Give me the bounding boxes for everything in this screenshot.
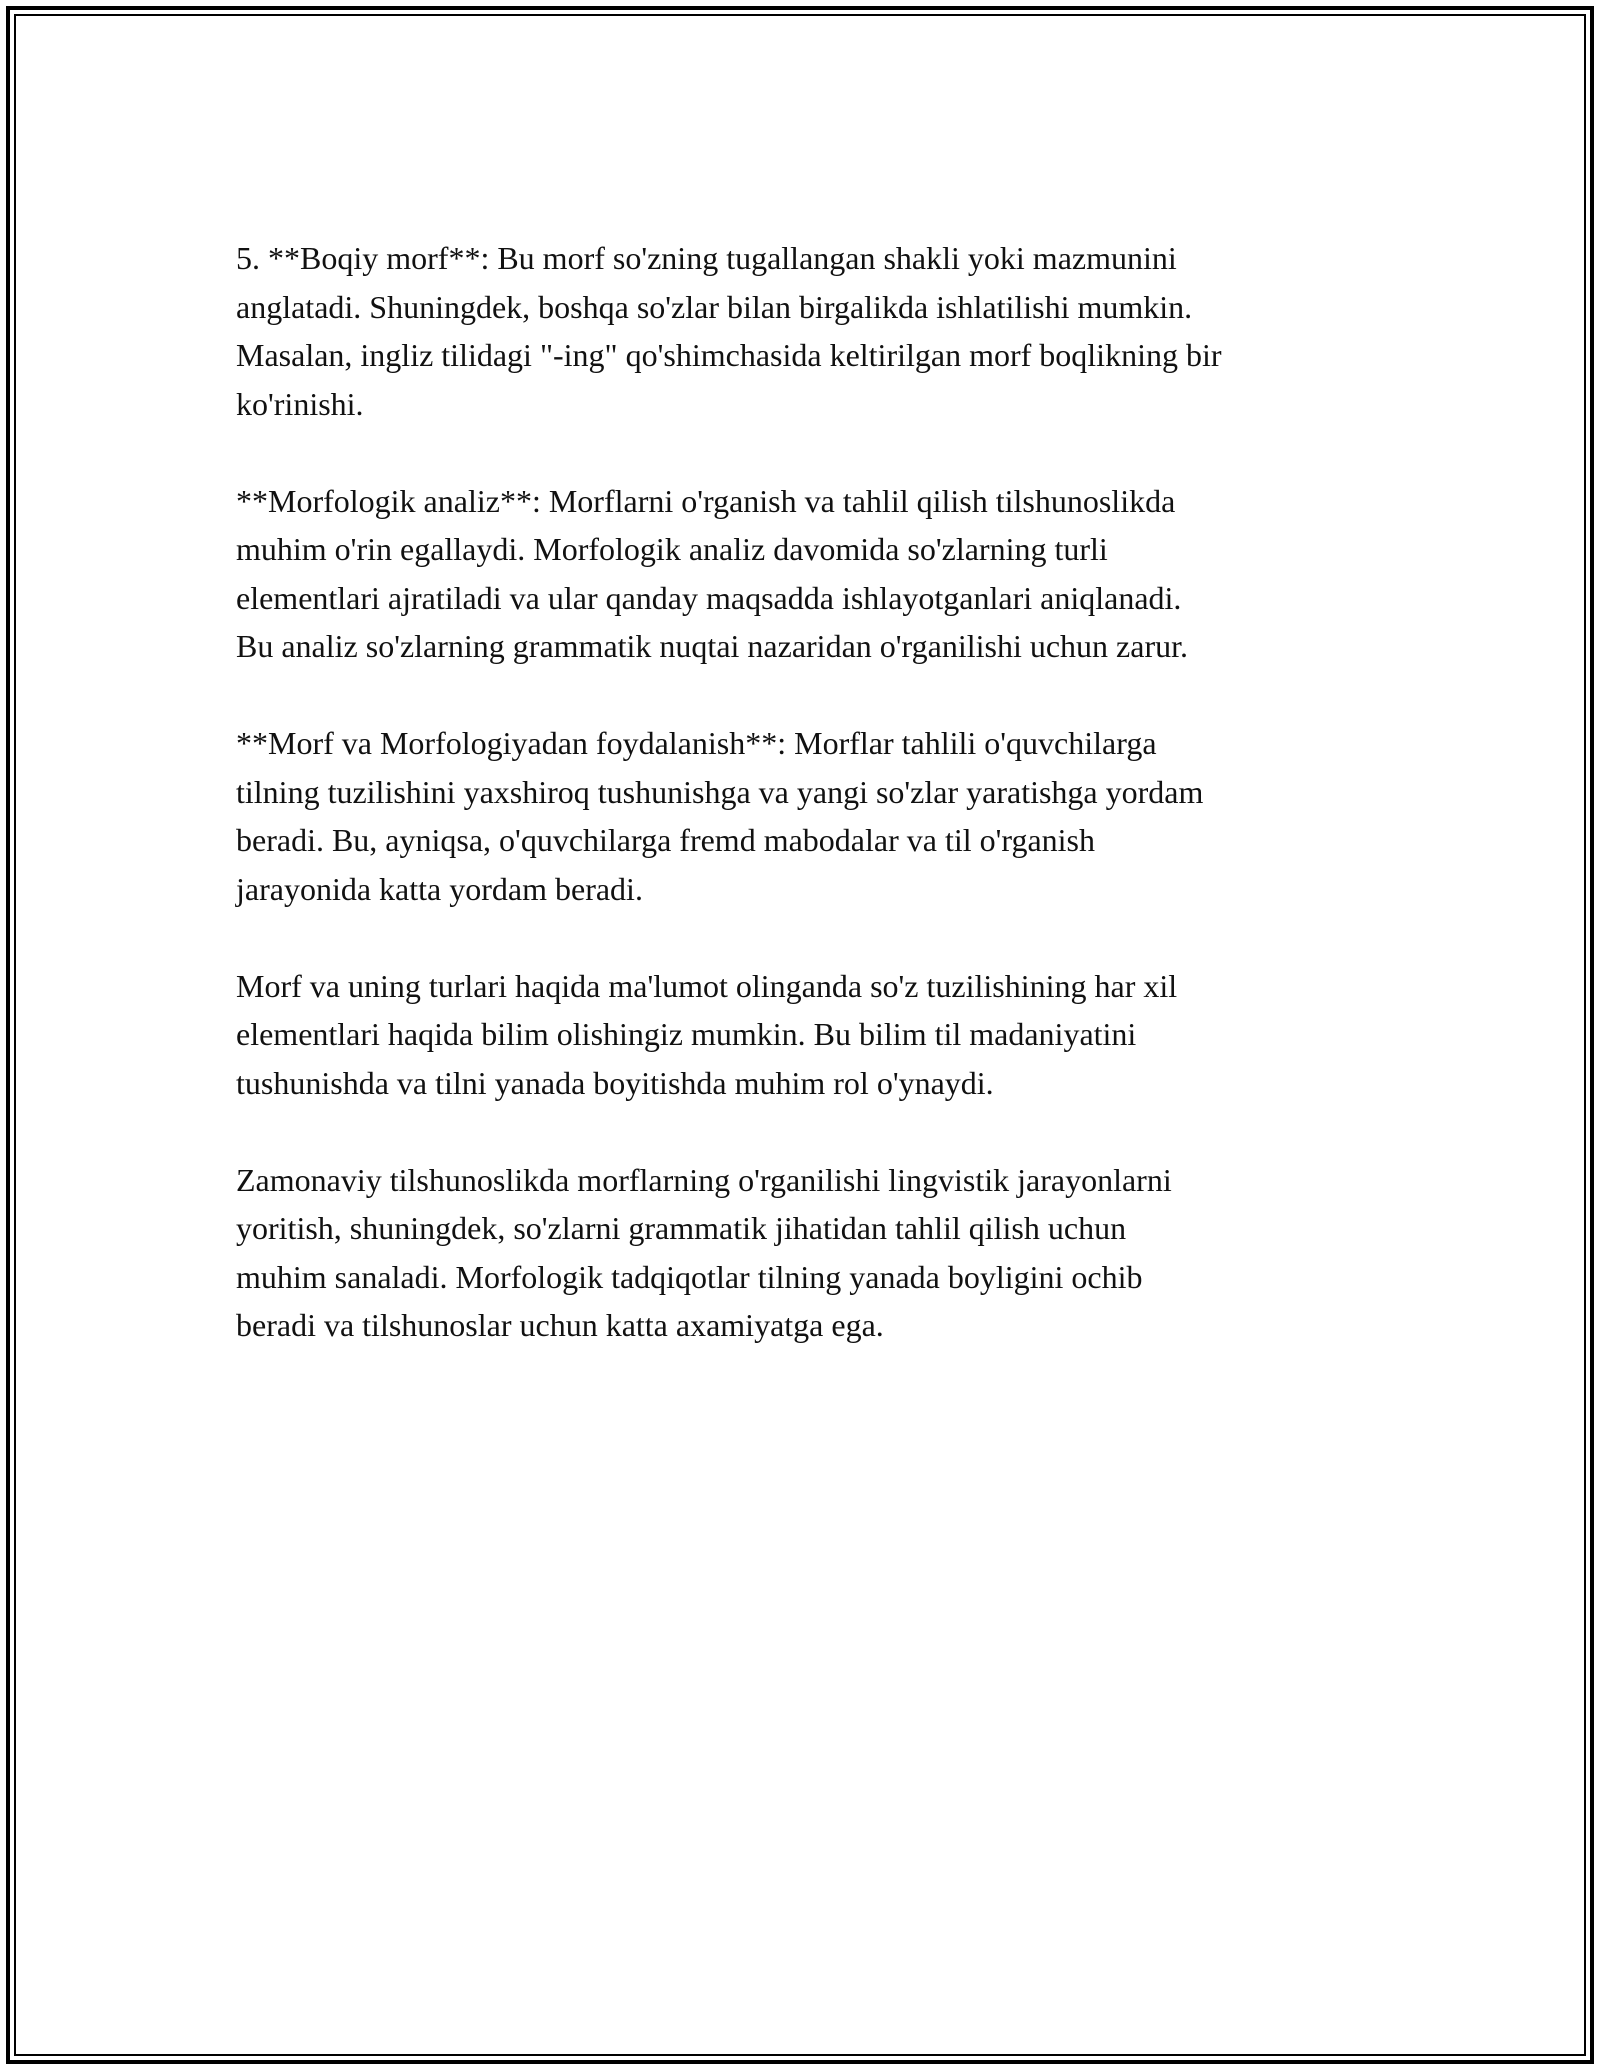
paragraph-foydalanish — [236, 719, 1386, 913]
text-line: beradi va tilshunoslar uchun katta axamiyatga ega. — [236, 1307, 884, 1343]
paragraph-zamonaviy — [236, 1156, 1386, 1350]
text-line: muhim sanaladi. Morfologik tadqiqotlar tilning yanada boyligini ochib — [236, 1258, 1143, 1295]
text-line: Morf va uning turlari haqida ma'lumot olinganda so'z tuzilishining har xil — [236, 967, 1178, 1004]
document-body — [236, 234, 1386, 1398]
text-line: ko'rinishi. — [236, 385, 364, 422]
text-line: muhim o'rin egallaydi. Morfologik analiz davomida so'zlarning turli — [236, 531, 1108, 567]
paragraph-morfologik-analiz — [236, 477, 1386, 671]
text-line: tilning tuzilishini yaxshiroq tushunishga va yangi so'zlar yaratishga yordam — [236, 773, 1204, 810]
text-line: beradi. Bu, ayniqsa, o'quvchilarga fremd mabodalar va til o'rganish — [236, 822, 1095, 858]
paragraph-boqiy-morf — [236, 234, 1386, 428]
text-line: Masalan, ingliz tilidagi "-ing" qo'shimchasida keltirilgan morf boqlikning bir — [236, 337, 1222, 373]
text-line: elementlari ajratiladi va ular qanday maqsadda ishlayotganlari aniqlanadi. — [236, 579, 1182, 616]
text-line: anglatadi. Shuningdek, boshqa so'zlar bilan birgalikda ishlatilishi mumkin. — [236, 288, 1193, 325]
text-line: tushunishda va tilni yanada boyitishda muhim rol o'ynaydi. — [236, 1064, 994, 1101]
text-line: **Morf va Morfologiyadan foydalanish**: Morflar tahlili o'quvchilarga — [236, 725, 1157, 761]
text-line: **Morfologik analiz**: Morflarni o'rganish va tahlil qilish tilshunoslikda — [236, 482, 1176, 519]
text-line: 5. **Boqiy morf**: Bu morf so'zning tugallangan shakli yoki mazmunini — [236, 240, 1177, 276]
text-line: yoritish, shuningdek, so'zlarni grammatik jihatidan tahlil qilish uchun — [236, 1210, 1127, 1246]
text-line: Bu analiz so'zlarning grammatik nuqtai nazaridan o'rganilishi uchun zarur. — [236, 628, 1188, 664]
text-line: Zamonaviy tilshunoslikda morflarning o'rganilishi lingvistik jarayonlarni — [236, 1161, 1172, 1198]
paragraph-morf-turlari — [236, 962, 1386, 1108]
text-line: elementlari haqida bilim olishingiz mumkin. Bu bilim til madaniyatini — [236, 1016, 1137, 1052]
text-line: jarayonida katta yordam beradi. — [236, 870, 643, 907]
